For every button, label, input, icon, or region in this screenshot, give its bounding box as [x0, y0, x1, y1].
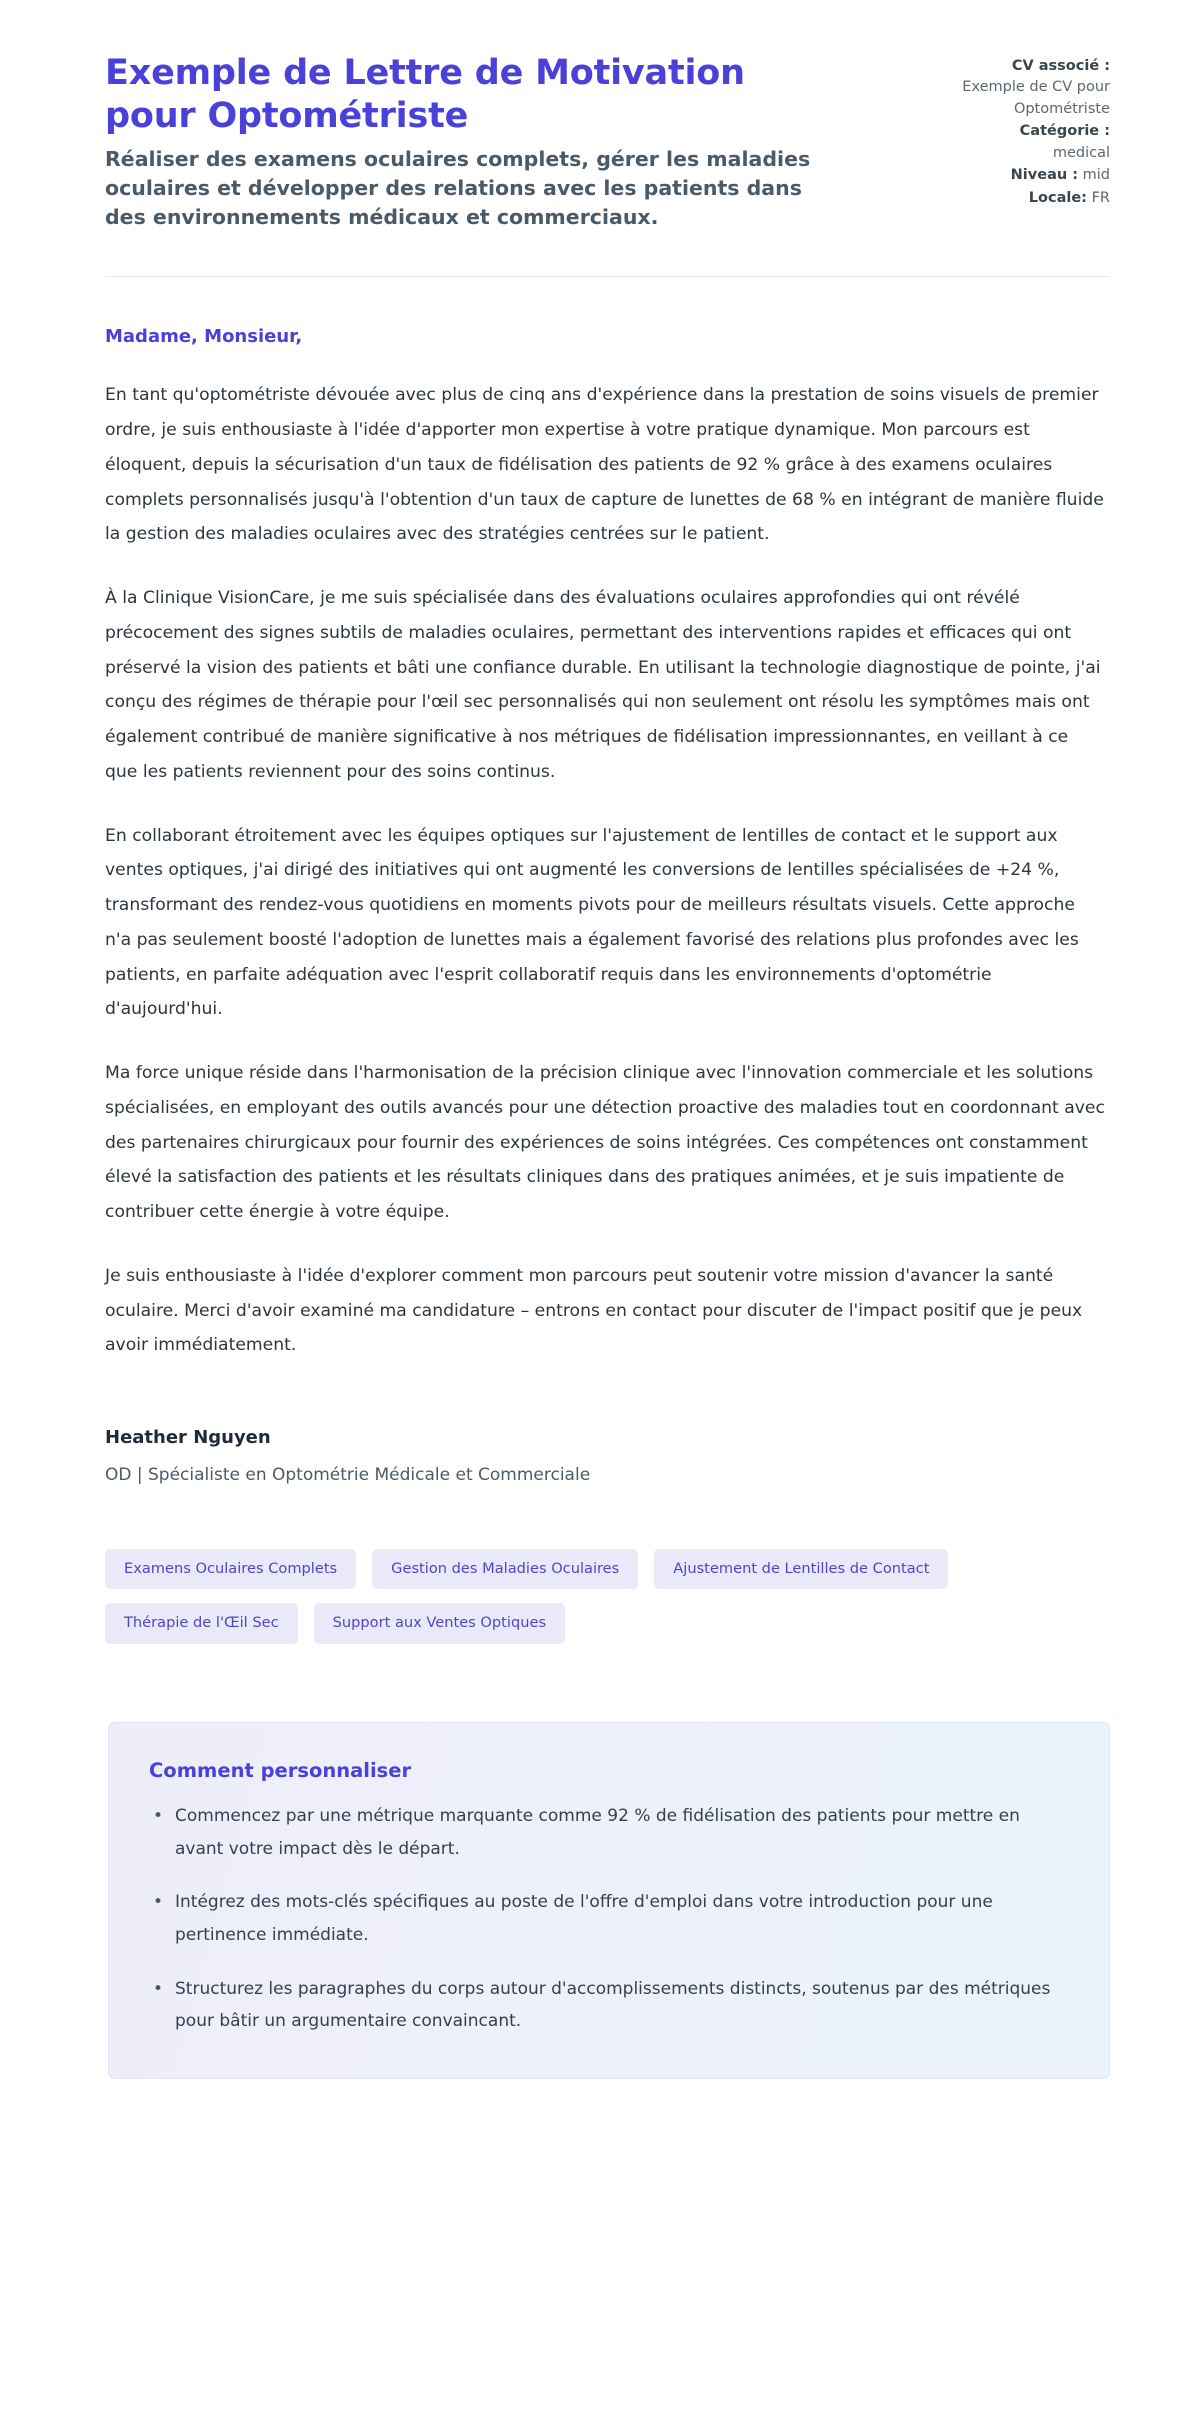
- callout-title: Comment personnaliser: [149, 1758, 412, 1782]
- skill-tag[interactable]: Ajustement de Lentilles de Contact: [654, 1549, 948, 1590]
- meta-level-value: mid: [1082, 167, 1110, 184]
- callout-tip-list: [149, 1800, 1069, 2038]
- letter-paragraph: Je suis enthousiaste à l'idée d'explorer comment mon parcours peut soutenir votre mission d'avancer la santé oculaire. Merci d'avoir examiné ma candidature – entrons en contact pour discuter de l'impact positif que je peux avoir immédiatement.: [105, 1265, 1083, 1356]
- letter-paragraph: En collaborant étroitement avec les équipes optiques sur l'ajustement de lentilles de contact et le support aux ventes optiques, j'ai dirigé des initiatives qui ont augmenté les conversions de lentilles spécialisées de +24 %, transformant des rendez-vous quotidiens en moments pivots pour de meilleurs résultats visuels. Cette approche n'a pas seulement boosté l'adoption de lunettes mais a également favorisé des relations plus profondes avec les patients, en parfaite adéquation avec l'esprit collaboratif requis dans les environnements d'optométrie d'aujourd'hui.: [105, 825, 1079, 1020]
- meta-locale: [930, 188, 1110, 209]
- meta-level: [930, 165, 1110, 186]
- signature-block: [0, 1424, 1200, 1489]
- meta-cv: [930, 56, 1110, 120]
- letter-salutation: Madame, Monsieur,: [105, 326, 303, 348]
- letter-paragraph: En tant qu'optométriste dévouée avec plus de cinq ans d'expérience dans la prestation de soins visuels de premier ordre, je suis enthousiaste à l'idée d'apporter mon expertise à votre pratique dynamique. Mon parcours est éloquent, depuis la sécurisation d'un taux de fidélisation des patients de 92 % grâce à des examens oculaires complets personnalisés jusqu'à l'obtention d'un taux de capture de lunettes de 68 % en intégrant de manière fluide la gestion des maladies oculaires avec des stratégies centrées sur le patient.: [105, 385, 1104, 545]
- letter-paragraph: À la Clinique VisionCare, je me suis spécialisée dans des évaluations oculaires approfondies qui ont révélé précocement des signes subtils de maladies oculaires, permettant des interventions rapides et efficaces qui ont préservé la vision des patients et bâti une confiance durable. En utilisant la technologie diagnostique de pointe, j'ai conçu des régimes de thérapie pour l'œil sec personnalisés qui non seulement ont résolu les symptômes mais ont également contribué de manière significative à nos métriques de fidélisation impressionnantes, en veillant à ce que les patients reviennent pour des soins continus.: [105, 588, 1101, 782]
- skill-tag-list: [0, 1549, 1200, 1644]
- callout-tip-text: Intégrez des mots-clés spécifiques au poste de l'offre d'emploi dans votre introduction pour une pertinence immédiate.: [175, 1892, 993, 1945]
- skill-tag[interactable]: Examens Oculaires Complets: [105, 1549, 356, 1590]
- skill-tag[interactable]: Thérapie de l'Œil Sec: [105, 1603, 298, 1644]
- skill-tag[interactable]: Gestion des Maladies Oculaires: [372, 1549, 638, 1590]
- page-subtitle: Réaliser des examens oculaires complets, gérer les maladies oculaires et développer des relations avec les patients dans des environnements médicaux et commerciaux.: [105, 146, 811, 229]
- meta-locale-label: Locale:: [1028, 189, 1087, 206]
- callout-tip-text: Commencez par une métrique marquante comme 92 % de fidélisation des patients pour mettre en avant votre impact dès le départ.: [175, 1806, 1020, 1859]
- meta-cv-value: Exemple de CV pour Optométriste: [962, 79, 1110, 117]
- meta-category-value: medical: [1052, 144, 1110, 161]
- page-title: Exemple de Lettre de Motivation pour Optométriste: [105, 53, 745, 137]
- meta-category: [930, 121, 1110, 164]
- bullet-icon: •: [153, 1978, 164, 1999]
- meta-locale-value: FR: [1091, 189, 1110, 206]
- meta-level-label: Niveau :: [1010, 167, 1079, 184]
- bullet-icon: •: [153, 1806, 164, 1827]
- customize-callout: [108, 1722, 1110, 2079]
- callout-tip-item: [149, 1973, 1069, 2038]
- callout-tip-item: [149, 1800, 1069, 1865]
- letter-body: [0, 324, 1200, 1363]
- meta-cv-label: CV associé :: [1011, 58, 1110, 74]
- callout-tip-text: Structurez les paragraphes du corps autour d'accomplissements distincts, soutenus par des métriques pour bâtir un argumentaire convaincant.: [175, 1978, 1051, 2032]
- document-metadata: [930, 52, 1110, 210]
- header-text-block: [105, 52, 845, 232]
- signature-role: OD | Spécialiste en Optométrie Médicale et Commerciale: [105, 1465, 591, 1486]
- signature-name: Heather Nguyen: [105, 1427, 271, 1449]
- bullet-icon: •: [153, 1892, 164, 1913]
- letter-paragraph: Ma force unique réside dans l'harmonisation de la précision clinique avec l'innovation commerciale et les solutions spécialisées, en employant des outils avancés pour une détection proactive des maladies tout en coordonnant avec des partenaires chirurgicaux pour fournir des expériences de soins intégrées. Ces compétences ont constamment élevé la satisfaction des patients et les résultats cliniques dans des pratiques animées, et je suis impatiente de contribuer cette énergie à votre équipe.: [105, 1063, 1105, 1223]
- callout-tip-item: [149, 1886, 1069, 1951]
- meta-category-label: Catégorie :: [1019, 123, 1110, 140]
- page-header: [0, 0, 1200, 232]
- header-divider: [105, 276, 1110, 277]
- skill-tag[interactable]: Support aux Ventes Optiques: [314, 1603, 565, 1644]
